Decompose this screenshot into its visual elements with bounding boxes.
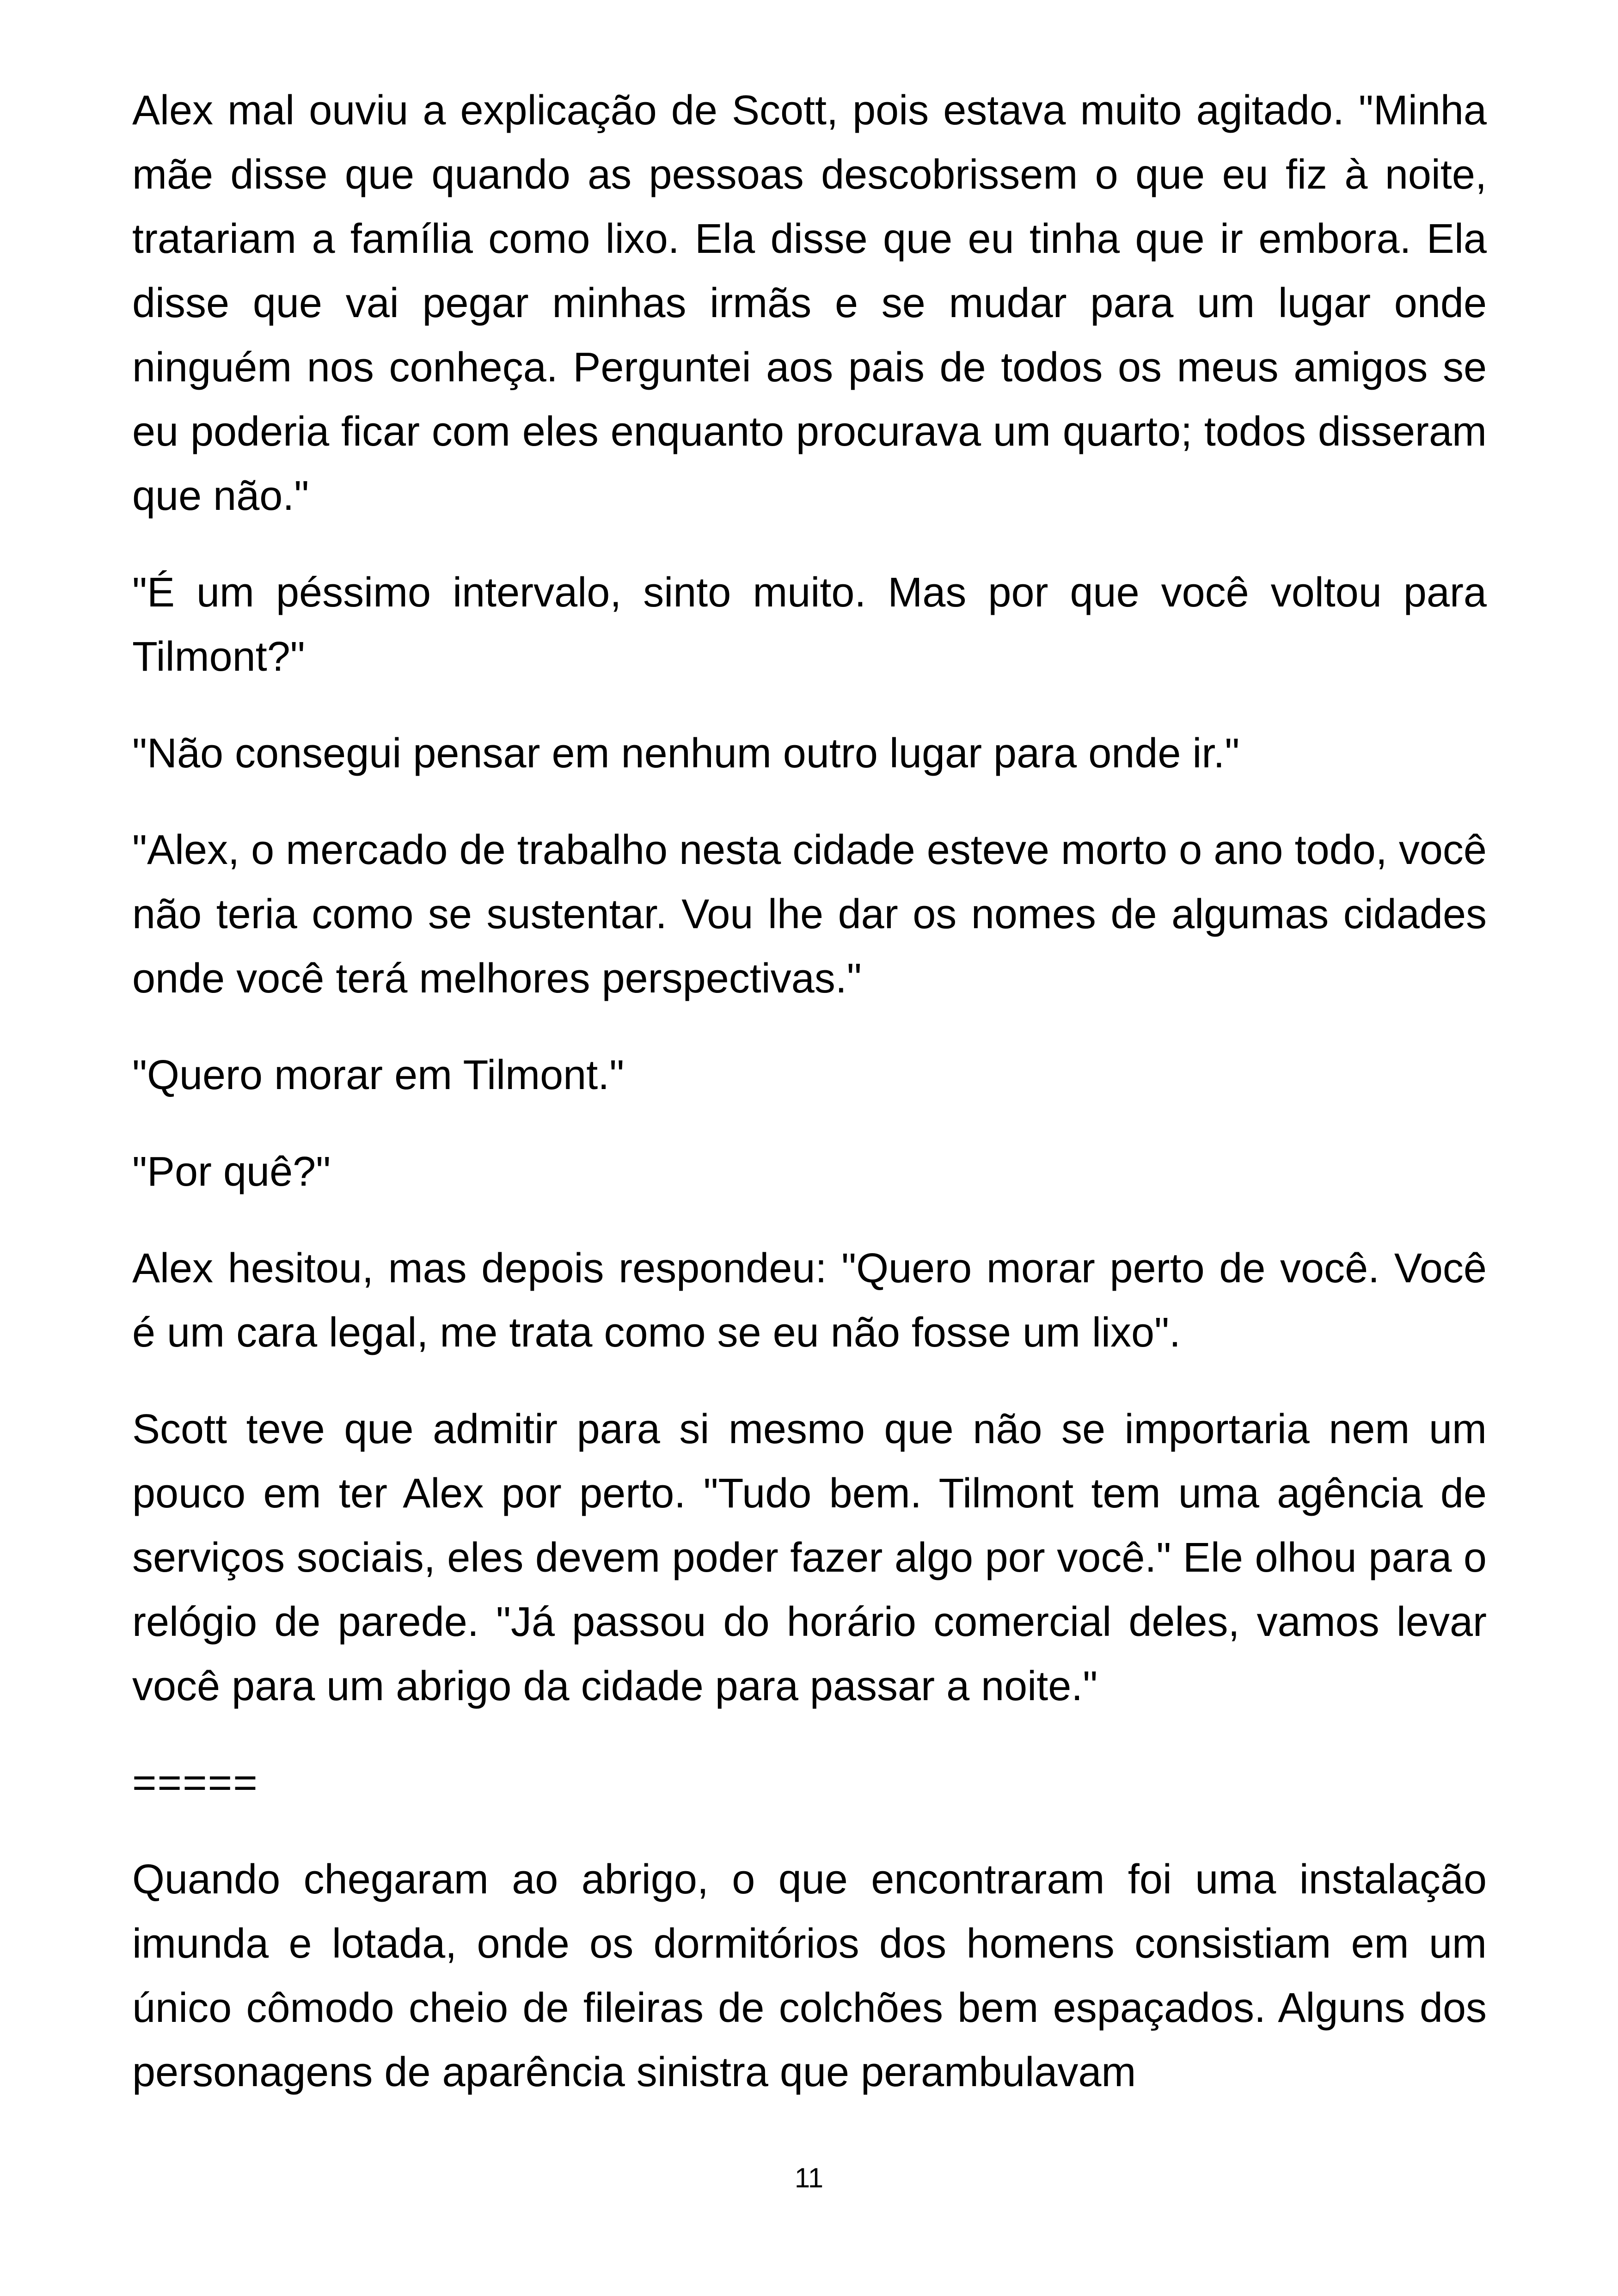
paragraph: Alex mal ouviu a explicação de Scott, pois estava muito agitado. "Minha mãe disse que quando as pessoas descobrissem o que eu fiz à noite, tratariam a família como lixo. Ela disse que eu tinha que ir embora. Ela disse que vai pegar minhas irmãs e se mudar para um lugar onde ninguém nos conheça. Perguntei aos pais de todos os meus amigos se eu poderia ficar com eles enquanto procurava um quarto; todos disseram que não." xyxy=(132,87,1487,519)
section-separator: ===== xyxy=(132,1760,258,1806)
paragraph: "É um péssimo intervalo, sinto muito. Mas por que você voltou para Tilmont?" xyxy=(132,569,1487,680)
paragraph: "Quero morar em Tilmont." xyxy=(132,1052,625,1098)
paragraph: "Não consegui pensar em nenhum outro lugar para onde ir." xyxy=(132,730,1240,777)
page-number: 11 xyxy=(794,2162,824,2193)
paragraph: Quando chegaram ao abrigo, o que encontraram foi uma instalação imunda e lotada, onde os dormitórios dos homens consistiam em um único cômodo cheio de fileiras de colchões bem espaçados. Alguns dos personagens de aparência sinistra que perambulavam xyxy=(132,1856,1487,2095)
paragraph: "Por quê?" xyxy=(132,1149,331,1195)
paragraph: Alex hesitou, mas depois respondeu: "Quero morar perto de você. Você é um cara legal, me trata como se eu não fosse um lixo". xyxy=(132,1245,1487,1356)
paragraph: "Alex, o mercado de trabalho nesta cidade esteve morto o ano todo, você não teria como se sustentar. Vou lhe dar os nomes de algumas cidades onde você terá melhores perspectivas." xyxy=(132,827,1487,1002)
page-body xyxy=(132,79,1487,2137)
paragraph: Scott teve que admitir para si mesmo que não se importaria nem um pouco em ter Alex por perto. "Tudo bem. Tilmont tem uma agência de serviços sociais, eles devem poder fazer algo por você." Ele olhou para o relógio de parede. "Já passou do horário comercial deles, vamos levar você para um abrigo da cidade para passar a noite." xyxy=(132,1406,1487,1709)
